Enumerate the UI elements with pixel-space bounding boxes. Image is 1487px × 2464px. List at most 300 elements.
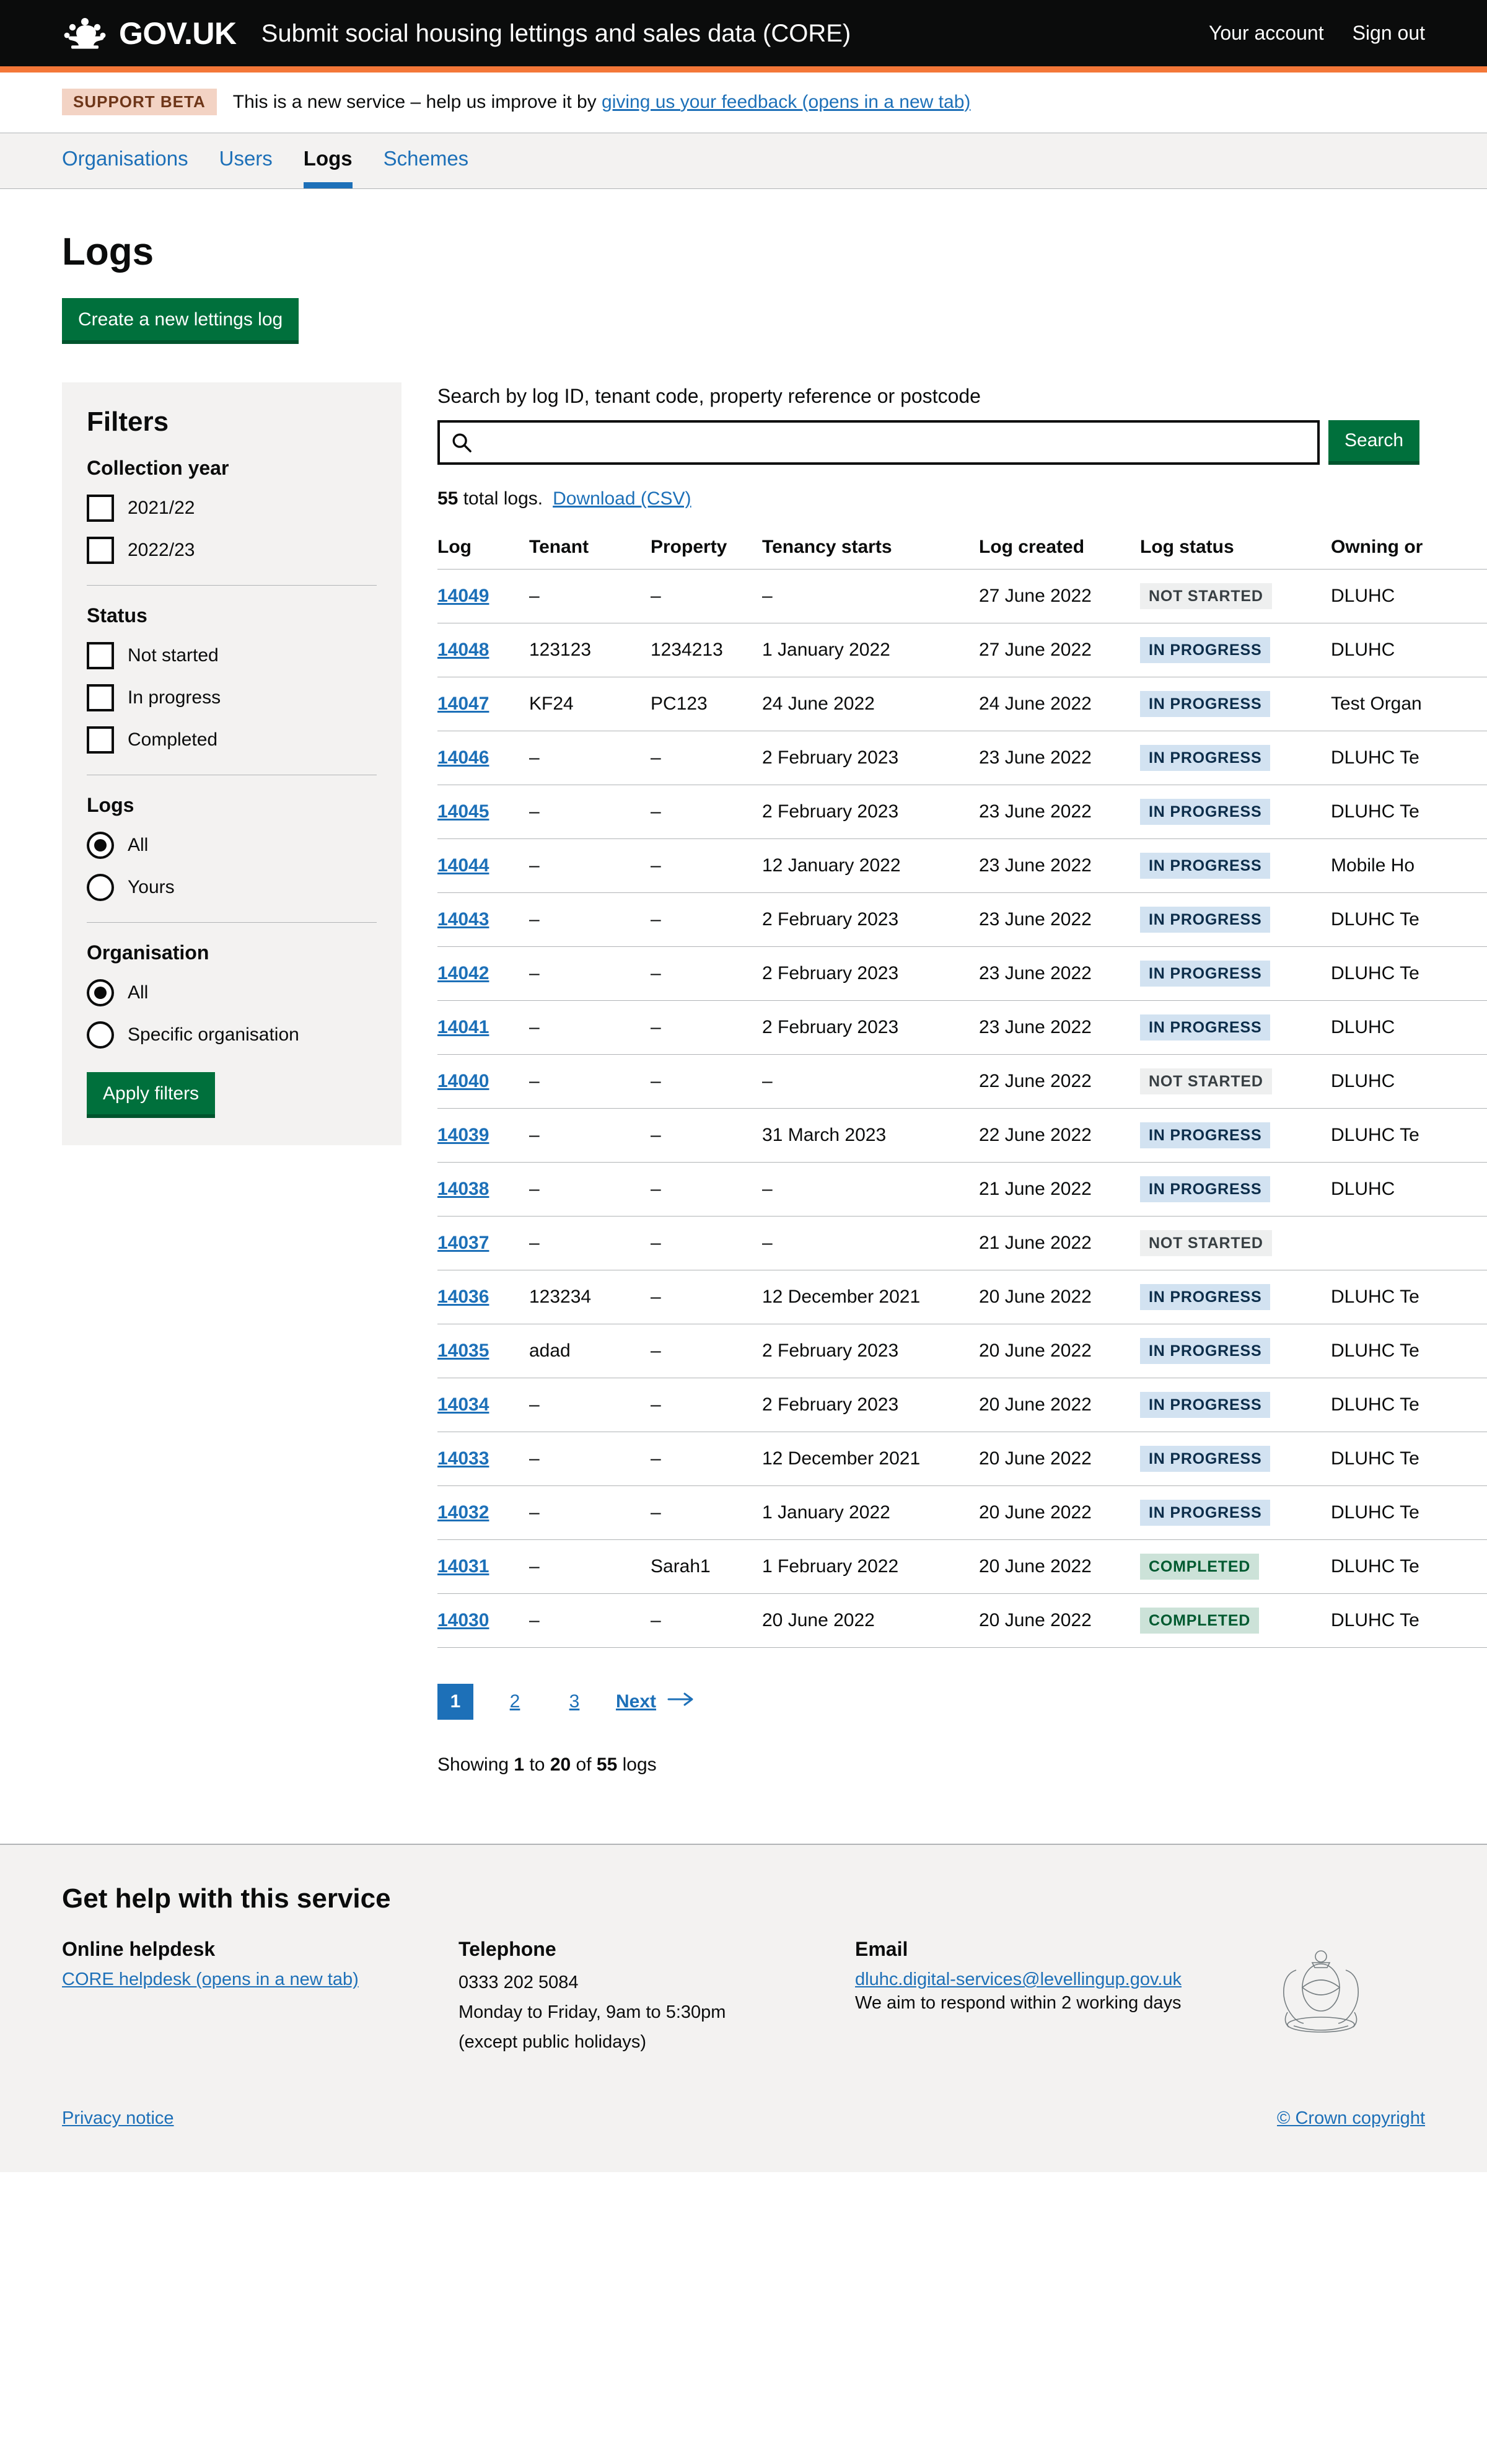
cell-property: – [651,1270,762,1324]
cell-log-created: 20 June 2022 [979,1270,1140,1324]
checkbox-icon[interactable] [87,537,114,564]
pagination-page-3[interactable]: 3 [569,1691,580,1712]
pagination [437,1684,1425,1720]
status-badge: IN PROGRESS [1140,1338,1270,1364]
cell-log-status [1140,893,1331,947]
nav-item-logs[interactable]: Logs [304,148,353,188]
cell-log-id [437,731,529,785]
checkbox-icon[interactable] [87,684,114,711]
cell-tenant: – [529,1594,651,1648]
filter-checkbox-completed[interactable] [87,726,377,754]
filter-group-logs [87,794,377,901]
col-header-property: Property [651,526,762,570]
filter-divider [87,585,377,586]
cell-log-created: 23 June 2022 [979,1001,1140,1055]
log-id-link[interactable]: 14045 [437,801,489,822]
cell-log-created: 20 June 2022 [979,1324,1140,1378]
cell-log-created: 24 June 2022 [979,677,1140,731]
nav-item-organisations[interactable]: Organisations [62,147,188,170]
status-badge: NOT STARTED [1140,1068,1272,1094]
cell-property: 1234213 [651,623,762,677]
filter-checkbox-not-started[interactable] [87,642,377,669]
table-row [437,1270,1487,1324]
log-id-link[interactable]: 14039 [437,1125,489,1146]
cell-tenancy-starts: 2 February 2023 [762,893,979,947]
showing-summary [437,1754,1425,1775]
radio-icon[interactable] [87,874,114,901]
header-account-links [1209,22,1425,45]
cell-tenancy-starts: 20 June 2022 [762,1594,979,1648]
table-row [437,1378,1487,1432]
cell-log-created: 27 June 2022 [979,623,1140,677]
cell-tenancy-starts: 2 February 2023 [762,1324,979,1378]
table-row [437,677,1487,731]
cell-log-id [437,1594,529,1648]
log-id-link[interactable]: 14034 [437,1394,489,1415]
log-id-link[interactable]: 14031 [437,1556,489,1577]
site-header [0,0,1487,66]
cell-tenancy-starts: 12 January 2022 [762,839,979,893]
privacy-notice-link[interactable]: Privacy notice [62,2108,174,2129]
cell-property: – [651,731,762,785]
cell-tenant: – [529,731,651,785]
cell-property: – [651,947,762,1001]
cell-tenancy-starts: – [762,1217,979,1270]
log-id-link[interactable]: 14043 [437,909,489,930]
cell-log-id [437,947,529,1001]
cell-log-id [437,839,529,893]
search-button[interactable]: Search [1328,420,1419,465]
status-badge: IN PROGRESS [1140,1392,1270,1418]
cell-owning-organisation: Test Organ [1331,677,1487,731]
footer-bottom [62,2108,1425,2129]
cell-log-status [1140,1540,1331,1594]
filter-option-label: 2021/22 [128,498,195,519]
footer-col-telephone [458,1938,855,2059]
col-header-log-created: Log created [979,526,1140,570]
cell-property: – [651,1486,762,1540]
pagination-next-link[interactable] [616,1691,695,1712]
apply-filters-button[interactable]: Apply filters [87,1072,215,1118]
filter-option-label: Not started [128,645,219,666]
cell-log-created: 23 June 2022 [979,839,1140,893]
cell-property: – [651,893,762,947]
showing-from: 1 [514,1754,525,1775]
log-id-link[interactable]: 14049 [437,586,489,607]
total-logs-count: 55 [437,488,458,509]
cell-log-created: 20 June 2022 [979,1486,1140,1540]
cell-tenant: adad [529,1324,651,1378]
cell-log-created: 20 June 2022 [979,1540,1140,1594]
cell-log-created: 20 June 2022 [979,1378,1140,1432]
cell-tenant: 123234 [529,1270,651,1324]
table-row [437,893,1487,947]
log-id-link[interactable]: 14038 [437,1179,489,1200]
cell-log-id [437,1486,529,1540]
checkbox-icon[interactable] [87,726,114,754]
cell-log-created: 21 June 2022 [979,1217,1140,1270]
log-id-link[interactable]: 14048 [437,640,489,661]
support-email-link[interactable]: dluhc.digital-services@levellingup.gov.uk [855,1969,1182,1990]
filter-radio-org-specific[interactable] [87,1021,377,1049]
cell-property: – [651,839,762,893]
filter-group-collection-year [87,457,377,564]
cell-tenancy-starts: 1 February 2022 [762,1540,979,1594]
cell-property: – [651,1163,762,1217]
log-id-link[interactable]: 14030 [437,1610,489,1631]
cell-log-status [1140,1270,1331,1324]
cell-log-created: 20 June 2022 [979,1594,1140,1648]
download-csv-link[interactable]: Download (CSV) [553,488,691,509]
pagination-page-2[interactable]: 2 [509,1691,520,1712]
cell-owning-organisation: DLUHC [1331,1001,1487,1055]
filter-group-title-logs: Logs [87,794,134,817]
cell-log-status [1140,839,1331,893]
filter-group-title-collection-year: Collection year [87,457,229,480]
cell-log-status [1140,1486,1331,1540]
your-account-link[interactable]: Your account [1208,22,1324,44]
core-helpdesk-link[interactable]: CORE helpdesk (opens in a new tab) [62,1969,359,1990]
cell-tenant: – [529,1055,651,1109]
search-label: Search by log ID, tenant code, property reference or postcode [437,385,981,408]
cell-property: – [651,1594,762,1648]
cell-log-id [437,1324,529,1378]
cell-log-created: 23 June 2022 [979,731,1140,785]
pagination-next-label: Next [616,1691,657,1712]
status-badge: IN PROGRESS [1140,853,1270,879]
table-row [437,1432,1487,1486]
table-row [437,1540,1487,1594]
cell-tenant: – [529,1163,651,1217]
status-badge: IN PROGRESS [1140,907,1270,933]
status-badge: NOT STARTED [1140,583,1272,609]
radio-icon[interactable] [87,1021,114,1049]
status-badge: IN PROGRESS [1140,745,1270,771]
nav-item-schemes[interactable]: Schemes [383,147,469,170]
filter-group-title-organisation: Organisation [87,941,209,964]
status-badge: IN PROGRESS [1140,1176,1270,1202]
status-badge: NOT STARTED [1140,1230,1272,1256]
cell-log-status [1140,570,1331,623]
crown-copyright-link[interactable]: © Crown copyright [1277,2108,1425,2129]
checkbox-icon[interactable] [87,642,114,669]
cell-log-status [1140,1378,1331,1432]
cell-log-status [1140,731,1331,785]
cell-log-id [437,1432,529,1486]
cell-tenant: – [529,1378,651,1432]
cell-tenant: – [529,570,651,623]
nav-item-users[interactable]: Users [219,147,273,170]
cell-tenancy-starts: – [762,1055,979,1109]
cell-log-status [1140,623,1331,677]
filter-group-title-status: Status [87,604,147,627]
cell-property: – [651,1324,762,1378]
cell-tenancy-starts: 2 February 2023 [762,1378,979,1432]
cell-tenancy-starts: 31 March 2023 [762,1109,979,1163]
status-badge: IN PROGRESS [1140,1446,1270,1472]
results-summary [437,488,1425,509]
table-row [437,785,1487,839]
filter-option-label: Yours [128,877,175,898]
showing-mid: to [524,1754,550,1775]
cell-tenancy-starts: 2 February 2023 [762,731,979,785]
table-row [437,1055,1487,1109]
cell-property: – [651,785,762,839]
radio-icon[interactable] [87,832,114,859]
site-footer [0,1844,1487,2172]
cell-log-id [437,1217,529,1270]
cell-log-status [1140,677,1331,731]
cell-tenancy-starts: 1 January 2022 [762,1486,979,1540]
log-id-link[interactable]: 14042 [437,963,489,984]
crown-icon [62,17,108,50]
cell-tenant: – [529,893,651,947]
cell-owning-organisation: DLUHC Te [1331,1270,1487,1324]
pagination-page-1[interactable]: 1 [437,1684,473,1720]
results-panel [437,382,1425,1775]
content-row [62,382,1425,1775]
footer-col-email [855,1938,1252,2059]
cell-log-created: 22 June 2022 [979,1109,1140,1163]
footer-telephone-number: 0333 202 5084 [458,1973,579,1993]
cell-owning-organisation: DLUHC Te [1331,1486,1487,1540]
cell-log-status [1140,785,1331,839]
footer-telephone-title: Telephone [458,1938,556,1961]
cell-owning-organisation: DLUHC Te [1331,1432,1487,1486]
cell-tenant: KF24 [529,677,651,731]
cell-property: – [651,1217,762,1270]
log-id-link[interactable]: 14035 [437,1340,489,1362]
cell-property: – [651,1001,762,1055]
cell-tenancy-starts: – [762,1163,979,1217]
status-badge: COMPLETED [1140,1554,1259,1580]
total-logs-text: total logs. [458,488,543,509]
filter-group-organisation [87,941,377,1049]
filter-option-label: All [128,835,149,856]
cell-owning-organisation: DLUHC Te [1331,1109,1487,1163]
cell-tenant: – [529,1217,651,1270]
cell-log-id [437,893,529,947]
feedback-link[interactable]: giving us your feedback (opens in a new tab) [602,91,971,112]
arrow-right-icon [667,1691,695,1712]
table-row [437,1217,1487,1270]
header-brand-group [62,17,851,50]
cell-log-id [437,1540,529,1594]
cell-log-created: 21 June 2022 [979,1163,1140,1217]
filters-heading: Filters [87,407,169,438]
cell-tenancy-starts: 24 June 2022 [762,677,979,731]
phase-banner-message: This is a new service – help us improve it by [232,91,602,112]
table-row [437,1001,1487,1055]
table-row [437,1324,1487,1378]
govuk-logotype[interactable]: GOV.UK [119,15,237,51]
filter-divider [87,922,377,923]
table-header-row [437,526,1487,570]
search-input-wrap [437,420,1320,465]
cell-log-id [437,1378,529,1432]
cell-log-id [437,1109,529,1163]
status-badge: IN PROGRESS [1140,961,1270,987]
showing-of: of [571,1754,597,1775]
cell-log-status [1140,1432,1331,1486]
log-id-link[interactable]: 14033 [437,1448,489,1469]
footer-online-helpdesk-title: Online helpdesk [62,1938,216,1961]
service-name[interactable]: Submit social housing lettings and sales data (CORE) [261,19,851,47]
showing-prefix: Showing [437,1754,514,1775]
cell-log-created: 23 June 2022 [979,947,1140,1001]
cell-log-id [437,623,529,677]
sign-out-link[interactable]: Sign out [1352,22,1425,44]
cell-tenant: – [529,785,651,839]
footer-telephone-hours: Monday to Friday, 9am to 5:30pm [458,2002,726,2023]
cell-owning-organisation: DLUHC Te [1331,1324,1487,1378]
cell-log-created: 27 June 2022 [979,570,1140,623]
footer-heading: Get help with this service [62,1883,391,1914]
checkbox-icon[interactable] [87,495,114,522]
cell-log-created: 23 June 2022 [979,785,1140,839]
cell-log-created: 22 June 2022 [979,1055,1140,1109]
cell-owning-organisation: DLUHC Te [1331,893,1487,947]
cell-tenant: – [529,1432,651,1486]
footer-email-title: Email [855,1938,908,1961]
filter-option-label: Specific organisation [128,1024,299,1045]
cell-tenancy-starts: 2 February 2023 [762,1001,979,1055]
log-id-link[interactable]: 14032 [437,1502,489,1523]
cell-property: – [651,570,762,623]
phase-banner-text [233,92,971,113]
table-row [437,1486,1487,1540]
filter-checkbox-2022-23[interactable] [87,537,377,564]
cell-tenant: 123123 [529,623,651,677]
footer-columns [62,1938,1425,2059]
table-row [437,839,1487,893]
status-badge: COMPLETED [1140,1608,1259,1634]
footer-telephone-hours-note: (except public holidays) [458,2032,647,2053]
cell-property: Sarah1 [651,1540,762,1594]
cell-log-status [1140,1163,1331,1217]
cell-log-id [437,785,529,839]
table-row [437,623,1487,677]
filter-radio-logs-yours[interactable] [87,874,377,901]
header-accent-bar [0,66,1487,73]
status-badge: IN PROGRESS [1140,1500,1270,1526]
log-id-link[interactable]: 14036 [437,1287,489,1308]
cell-log-created: 20 June 2022 [979,1432,1140,1486]
main-content [0,231,1487,1775]
cell-log-status [1140,1001,1331,1055]
cell-tenant: – [529,839,651,893]
cell-tenant: – [529,1109,651,1163]
royal-coat-of-arms-icon [1259,1938,1383,2037]
cell-tenancy-starts: 2 February 2023 [762,947,979,1001]
cell-owning-organisation: DLUHC [1331,1055,1487,1109]
cell-owning-organisation: DLUHC Te [1331,785,1487,839]
status-badge: IN PROGRESS [1140,1122,1270,1148]
create-new-lettings-log-button[interactable]: Create a new lettings log [62,298,299,344]
table-row [437,1163,1487,1217]
cell-property: – [651,1055,762,1109]
cell-log-status [1140,1217,1331,1270]
cell-log-id [437,1001,529,1055]
log-id-link[interactable]: 14047 [437,693,489,715]
cell-tenancy-starts: 2 February 2023 [762,785,979,839]
cell-owning-organisation [1331,1217,1487,1270]
table-row [437,1594,1487,1648]
cell-log-id [437,1270,529,1324]
table-row [437,947,1487,1001]
cell-log-id [437,677,529,731]
filter-radio-org-all[interactable] [87,979,377,1006]
primary-navigation [0,133,1487,189]
col-header-owning-organisation: Owning or [1331,526,1487,570]
table-row [437,570,1487,623]
cell-tenancy-starts: 12 December 2021 [762,1432,979,1486]
showing-suffix: logs [617,1754,657,1775]
table-row [437,1109,1487,1163]
status-badge: IN PROGRESS [1140,691,1270,717]
filter-option-label: Completed [128,729,218,750]
cell-tenant: – [529,947,651,1001]
cell-owning-organisation: DLUHC [1331,1163,1487,1217]
cell-property: PC123 [651,677,762,731]
cell-owning-organisation: DLUHC Te [1331,1540,1487,1594]
cell-owning-organisation: Mobile Ho [1331,839,1487,893]
cell-property: – [651,1432,762,1486]
filter-option-label: In progress [128,687,221,708]
footer-email-note: We aim to respond within 2 working days [855,1993,1182,2013]
filter-group-status [87,604,377,754]
cell-log-id [437,570,529,623]
logs-table-head [437,526,1487,570]
filter-checkbox-in-progress[interactable] [87,684,377,711]
apply-filters-wrap [87,1072,377,1118]
cell-tenant: – [529,1486,651,1540]
footer-col-online-helpdesk [62,1938,458,2059]
status-badge: IN PROGRESS [1140,799,1270,825]
cell-tenancy-starts: 1 January 2022 [762,623,979,677]
cell-log-status [1140,1324,1331,1378]
cell-log-status [1140,1594,1331,1648]
cell-owning-organisation: DLUHC Te [1331,1594,1487,1648]
filter-radio-logs-all[interactable] [87,832,377,859]
radio-icon[interactable] [87,979,114,1006]
phase-banner [0,73,1487,133]
status-badge: IN PROGRESS [1140,637,1270,663]
log-id-link[interactable]: 14046 [437,747,489,768]
cell-log-created: 23 June 2022 [979,893,1140,947]
col-header-log-status: Log status [1140,526,1331,570]
search-input[interactable] [437,420,1320,465]
cell-owning-organisation: DLUHC Te [1331,947,1487,1001]
cell-log-status [1140,947,1331,1001]
log-id-link[interactable]: 14037 [437,1233,489,1254]
cell-property: – [651,1378,762,1432]
filter-checkbox-2021-22[interactable] [87,495,377,522]
cell-tenant: – [529,1540,651,1594]
cell-tenancy-starts: – [762,570,979,623]
log-id-link[interactable]: 14041 [437,1017,489,1038]
showing-total: 55 [596,1754,618,1775]
showing-to: 20 [550,1754,571,1775]
log-id-link[interactable]: 14040 [437,1071,489,1092]
col-header-log: Log [437,526,529,570]
filter-option-label: 2022/23 [128,540,195,561]
log-id-link[interactable]: 14044 [437,855,489,876]
table-row [437,731,1487,785]
cell-log-status [1140,1109,1331,1163]
cell-owning-organisation: DLUHC [1331,623,1487,677]
status-badge: IN PROGRESS [1140,1014,1270,1041]
